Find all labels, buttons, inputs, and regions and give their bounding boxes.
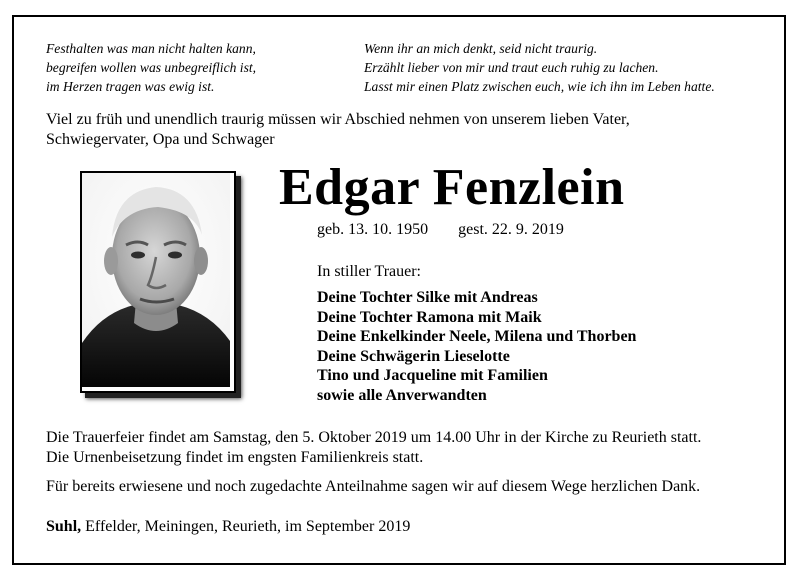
signoff-place: Suhl, xyxy=(46,518,82,535)
deceased-name: Edgar Fenzlein xyxy=(279,159,625,216)
mourners-list xyxy=(317,288,636,405)
death-date: gest. 22. 9. 2019 xyxy=(458,221,564,238)
signoff-rest: Effelder, Meiningen, Reurieth, im September 2019 xyxy=(81,518,411,535)
verse-right-line: Lasst mir einen Platz zwischen euch, wie ich ihn im Leben hatte. xyxy=(364,79,715,94)
birth-date: geb. 13. 10. 1950 xyxy=(317,221,429,238)
intro-line: Schwiegervater, Opa und Schwager xyxy=(46,131,275,148)
portrait-photo xyxy=(80,171,236,393)
verse-left-line: im Herzen tragen was ewig ist. xyxy=(46,79,215,94)
mourner-entry: Deine Tochter Ramona mit Maik xyxy=(317,308,542,326)
mourning-label: In stiller Trauer: xyxy=(317,263,421,280)
mourner-entry: sowie alle Anverwandten xyxy=(317,386,487,404)
intro-line: Viel zu früh und unendlich traurig müssen wir Abschied nehmen von unserem lieben Vater, xyxy=(46,111,630,128)
verse-right xyxy=(364,39,715,96)
mourner-entry: Deine Schwägerin Lieselotte xyxy=(317,347,510,365)
funeral-line: Die Trauerfeier findet am Samstag, den 5. Oktober 2019 um 14.00 Uhr in der Kirche zu Reurieth statt. xyxy=(46,429,702,446)
verse-left-line: begreifen wollen was unbegreiflich ist, xyxy=(46,60,257,75)
funeral-info xyxy=(46,428,701,467)
thanks-text: Für bereits erwiesene und noch zugedachte Anteilnahme sagen wir auf diesem Wege herzlichen Dank. xyxy=(46,478,701,495)
signoff xyxy=(46,517,410,537)
mourner-entry: Deine Enkelkinder Neele, Milena und Thorben xyxy=(317,328,637,345)
life-dates xyxy=(317,220,564,240)
verse-left-line: Festhalten was man nicht halten kann, xyxy=(46,41,256,56)
funeral-line: Die Urnenbeisetzung findet im engsten Familienkreis statt. xyxy=(46,448,424,466)
portrait-image xyxy=(82,173,230,387)
mourner-entry: Deine Tochter Silke mit Andreas xyxy=(317,289,538,306)
intro-text xyxy=(46,110,766,150)
verse-left xyxy=(46,39,256,96)
mourner-entry: Tino und Jacqueline mit Familien xyxy=(317,367,548,384)
verse-right-line: Wenn ihr an mich denkt, seid nicht traurig. xyxy=(364,41,598,56)
verse-right-line: Erzählt lieber von mir und traut euch ruhig zu lachen. xyxy=(364,60,659,75)
